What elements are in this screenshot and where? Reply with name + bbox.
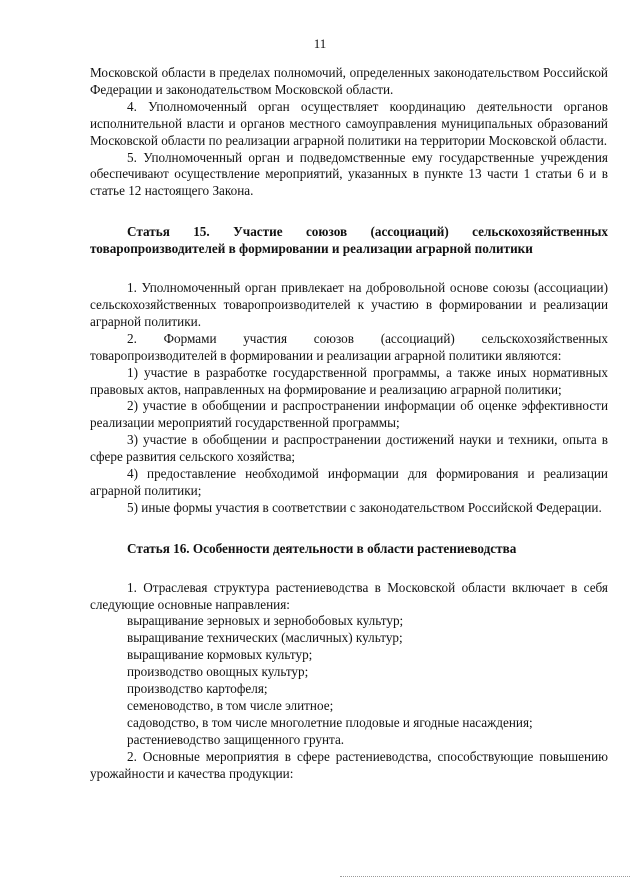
direction-item: выращивание технических (масличных) культур;: [127, 630, 403, 646]
document-body: [90, 65, 608, 783]
direction-item: садоводство, в том числе многолетние плодовые и ягодные насаждения;: [127, 714, 533, 730]
scan-edge-line: [340, 876, 630, 878]
article-15-form-3: 3) участие в обобщении и распространении достижений науки и техники, опыта в сфере развития сельского хозяйства;: [90, 432, 608, 465]
page-number: 11: [313, 36, 327, 51]
direction-item: производство картофеля;: [127, 681, 268, 697]
direction-item: растениеводство защищенного грунта.: [127, 731, 345, 747]
direction-item: производство овощных культур;: [127, 664, 309, 680]
direction-item: семеноводство, в том числе элитное;: [127, 698, 334, 713]
article-15-form-2: 2) участие в обобщении и распространении информации об оценке эффективности реализации мероприятий государственной программы;: [90, 398, 608, 431]
article-15-heading: Статья 15. Участие союзов (ассоциаций) сельскохозяйственных товаропроизводителей в формировании и реализации аграрной политики: [90, 224, 608, 257]
article-15-form-1: 1) участие в разработке государственной программы, а также иных нормативных правовых актов, направленных на формирование и реализацию аграрной политики;: [90, 364, 608, 397]
direction-item: выращивание зерновых и зернобобовых культур;: [127, 613, 404, 629]
article-15-paragraph-1: 1. Уполномоченный орган привлекает на добровольной основе союзы (ассоциации) сельскохозяйственных товаропроизводителей к участию в формировании и реализации аграрной политики.: [90, 280, 608, 329]
article-16-heading: Статья 16. Особенности деятельности в области растениеводства: [127, 540, 517, 556]
article-15-form-5: 5) иные формы участия в соответствии с законодательством Российской Федерации.: [127, 499, 602, 515]
article-16-paragraph-2: 2. Основные мероприятия в сфере растениеводства, способствующие повышению урожайности и качества продукции:: [90, 748, 608, 781]
article-15-form-4: 4) предоставление необходимой информации для формирования и реализации аграрной политики;: [90, 466, 608, 498]
direction-item: выращивание кормовых культур;: [127, 647, 313, 663]
paragraph-item-5: 5. Уполномоченный орган и подведомственные ему государственные учреждения обеспечивают осуществление мероприятий, указанных в пункте 13 части 1 статьи 6 и в статье 12 настоящего Закона.: [90, 149, 608, 199]
article-16-paragraph-1: 1. Отраслевая структура растениеводства в Московской области включает в себя следующие основные направления:: [90, 579, 608, 612]
article-15-paragraph-2: 2. Формами участия союзов (ассоциаций) сельскохозяйственных товаропроизводителей в формировании и реализации аграрной политики являются:: [90, 330, 608, 363]
paragraph-continuation: Московской области в пределах полномочий, определенных законодательством Российской Федерации и законодательством Московской области.: [90, 65, 608, 97]
paragraph-item-4: 4. Уполномоченный орган осуществляет координацию деятельности органов исполнительной власти и органов местного самоуправления муниципальных образований Московской области по реализации аграрной политики на территории Московской области.: [90, 98, 608, 148]
